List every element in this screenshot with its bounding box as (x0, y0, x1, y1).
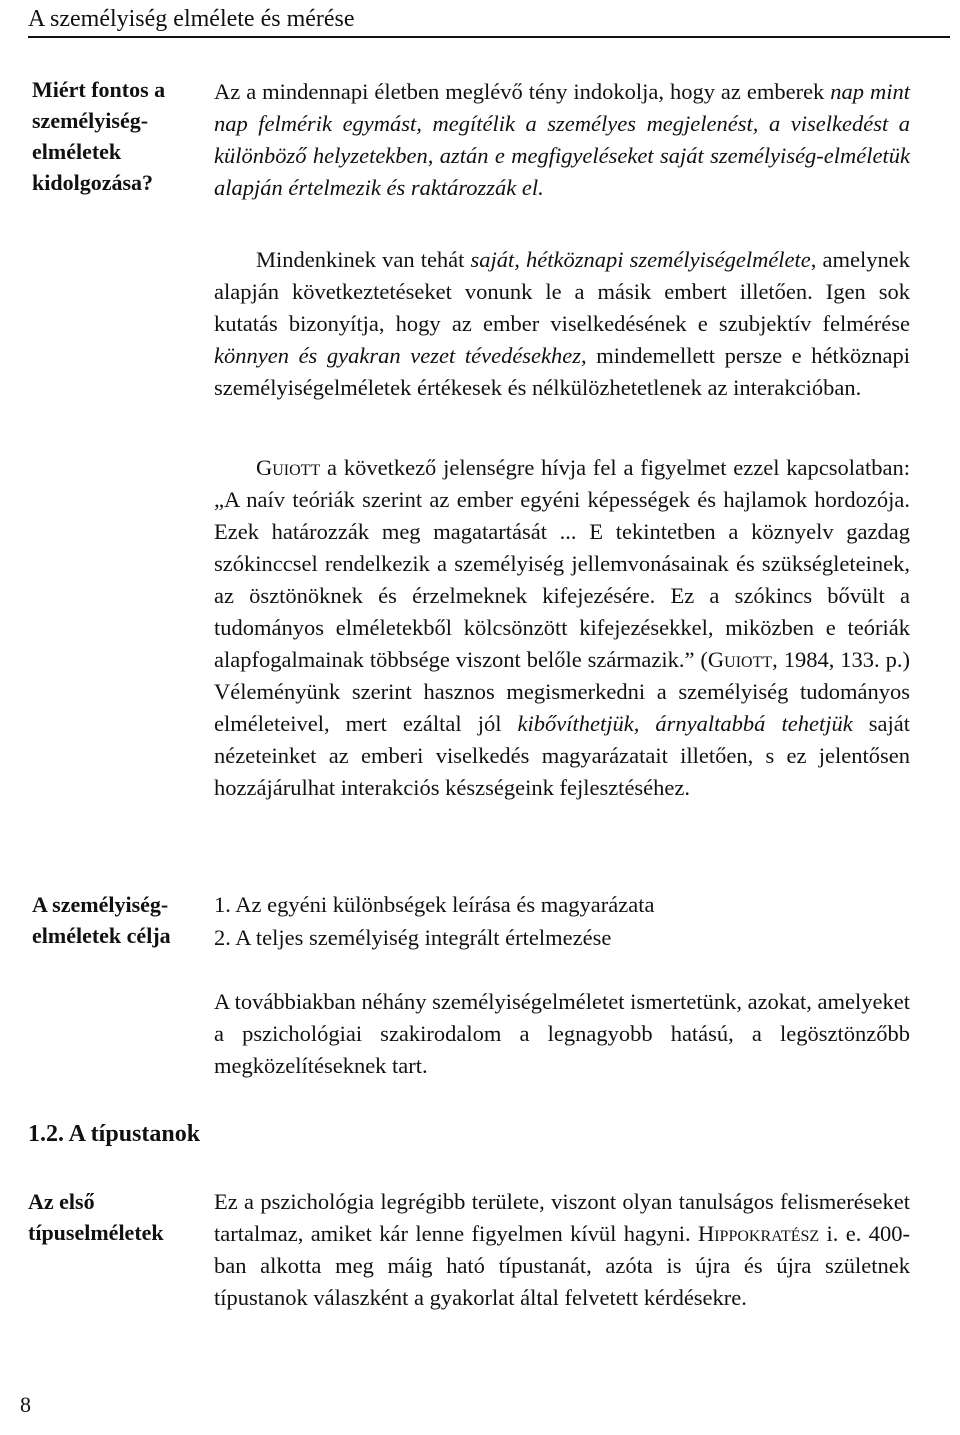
p5-part-a: Ez a pszichológia legrégibb területe, viszont olyan tanulságos felismeréseket tartalmaz, amiket kár lenne figyelmen kívül hagyni. (214, 1189, 910, 1246)
paragraph-guiott (214, 452, 910, 804)
p3-part-f: saját nézeteinket az emberi viselkedés magyarázatait illetően, s ez jelentősen hozzájárulhat interakciós készségeink fejlesztéséhez. (214, 711, 911, 800)
paragraph-overview: A továbbiakban néhány személyiségelméletet ismertetünk, azokat, amelyeket a pszichológiai szakirodalom a legnagyobb hatású, a legösztönzőbb megközelítéseknek tart. (214, 989, 910, 1078)
goals-list (214, 888, 910, 954)
paragraph-types (214, 1186, 910, 1314)
author-name-guiott-citation: Guiott (707, 647, 773, 672)
p2-part-a: Mindenkinek van tehát (256, 247, 471, 272)
p3-italic-e: kibővíthetjük, árnyaltabbá tehetjük (517, 711, 853, 736)
author-name-guiott: Guiott (256, 455, 321, 480)
list-item: 2. A teljes személyiség integrált értelmezése (214, 925, 612, 950)
section-heading: 1.2. A típustanok (28, 1121, 201, 1147)
p2-part-e: , mindemellett persze e hétköznapi személyiségelméletek értékesek és nélkülözhetetlenek az interakcióban. (214, 343, 910, 400)
header-rule (28, 36, 950, 38)
paragraph-intro-text: Az a mindennapi életben meglévő tény indokolja, hogy az emberek (214, 79, 831, 104)
paragraph-intro-italic: nap mint nap felmérik egymást, megítélik a személyes megjelenést, a viselkedést a különböző helyzetekben, aztán e megfigyeléseket saját személyiség-elméletük alapján értelmezik és raktározzák el. (214, 79, 910, 200)
paragraph-intro (214, 76, 910, 204)
margin-note-goal: A személyiség-elméletek célja (32, 892, 171, 948)
list-item: 1. Az egyéni különbségek leírása és magyarázata (214, 892, 655, 917)
p2-part-c: , amelynek alapján következtetéseket vonunk le a másik embert illetően. Igen sok kutatás bizonyítja, hogy az ember viselkedésének e szubjektív felmérése (214, 247, 910, 336)
running-header: A személyiség elmélete és mérése (28, 6, 355, 32)
p3-part-b: a következő jelenségre hívja fel a figyelmet ezzel kapcsolatban: „A naív teóriák szerint az ember egyéni képességek és hajlamok hordozója. Ezek határozzák meg magatartását ... E tekintetben a köznyelv gazdag szókinccsel rendelkezik a személyiség jellemvonásainak és szükségleteinek, az ösztönöknek és érzelmeknek kifejezésére. Ez a szókincs bővült a tudományos elméletekből kölcsönzött kifejezésekkel, miközben e teóriák alapfogalmainak többsége viszont belőle származik.” ( (214, 455, 910, 672)
margin-note-why: Miért fontos a személyiség-elméletek kidolgozása? (32, 77, 166, 195)
margin-note-first-types: Az első típuselméletek (28, 1189, 164, 1245)
paragraph-everyday-theory (214, 244, 910, 404)
p5-part-c: i. e. 400-ban alkotta meg máig ható típustanát, azóta is újra és újra születnek típustanok válaszként a gyakorlat által felvetett kérdésekre. (214, 1221, 911, 1310)
page-number: 8 (20, 1392, 31, 1417)
p3-part-d: , 1984, 133. p.) Véleményünk szerint hasznos megismerkedni a személyiség tudományos elméleteivel, mert ezáltal jól (214, 647, 910, 736)
p2-italic-b: saját, hétköznapi személyiségelmélete (470, 247, 811, 272)
p2-italic-d: könnyen és gyakran vezet tévedésekhez (214, 343, 582, 368)
author-name-hippokrates: Hippokratész (697, 1221, 820, 1246)
